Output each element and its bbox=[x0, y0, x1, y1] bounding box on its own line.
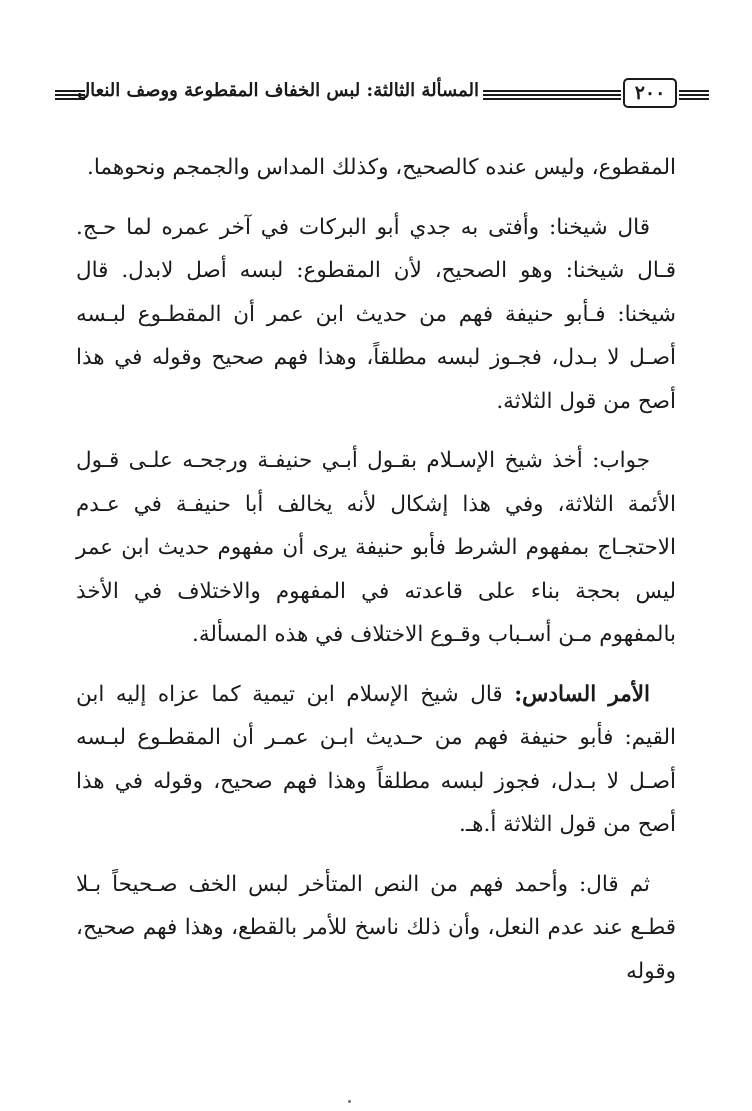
chapter-title: المسألة الثالثة: لبس الخفاف المقطوعة ووصف النعال bbox=[77, 80, 479, 101]
paragraph-5: ثم قال: وأحمد فهم من النص المتأخر لبس الخف صـحيحاً بـلا قطـع عند عدم النعل، وأن ذلك ناسخ للأمر بالقطع، وهذا فهم صحيح، وقوله bbox=[76, 871, 677, 984]
header-rule-right bbox=[679, 90, 709, 99]
page-number: ٢٠٠ bbox=[623, 78, 677, 108]
header-rule-middle bbox=[483, 90, 621, 99]
page-header bbox=[55, 72, 705, 112]
page-body bbox=[76, 146, 676, 1009]
paragraph-1: المقطوع، وليس عنده كالصحيح، وكذلك المداس والجمجم ونحوهما. bbox=[87, 155, 676, 180]
paragraph-4 bbox=[76, 673, 676, 847]
paragraph-3: جواب: أخذ شيخ الإسـلام بقـول أبـي حنيفـة ورجحـه علـى قـول الأئمة الثلاثة، وفي هذا إشكال لأنه يخالف أبا حنيفـة في عـدم الاحتجـاج بمفهوم الشرط فأبو حنيفة يرى أن مفهوم حديث ابن عمر ليس بحجة بناء على قاعدته في المفهوم والاختلاف في الأخذ بالمفهوم مـن أسـباب وقـوع الاختلاف في هذه المسألة. bbox=[76, 448, 676, 647]
scan-speck bbox=[348, 1100, 351, 1103]
paragraph-4-lead: الأمر السادس: bbox=[514, 681, 650, 707]
paragraph-2: قال شيخنا: وأفتى به جدي أبو البركات في آخر عمره لما حـج. قـال شيخنا: وهو الصحيح، لأن المقطوع: لبسه أصل لابدل. قال شيخنا: فـأبو حنيفة فهم من حديث ابن عمر أن المقطـوع لبـسه أصـل لا بـدل، فجـوز لبسه مطلقاً، وهذا فهم صحيح وقوله في هذا أصح من قول الثلاثة. bbox=[76, 214, 676, 414]
paragraph-4-text: قال شيخ الإسلام ابن تيمية كما عزاه إليه ابن القيم: فأبو حنيفة فهم من حـديث ابـن عمـر أن المقطـوع لبـسه أصـل لا بـدل، فجوز لبسه مطلقاً وهذا فهم صحيح، وقوله في هذا أصح من قول الثلاثة أ.هـ. bbox=[76, 681, 676, 837]
